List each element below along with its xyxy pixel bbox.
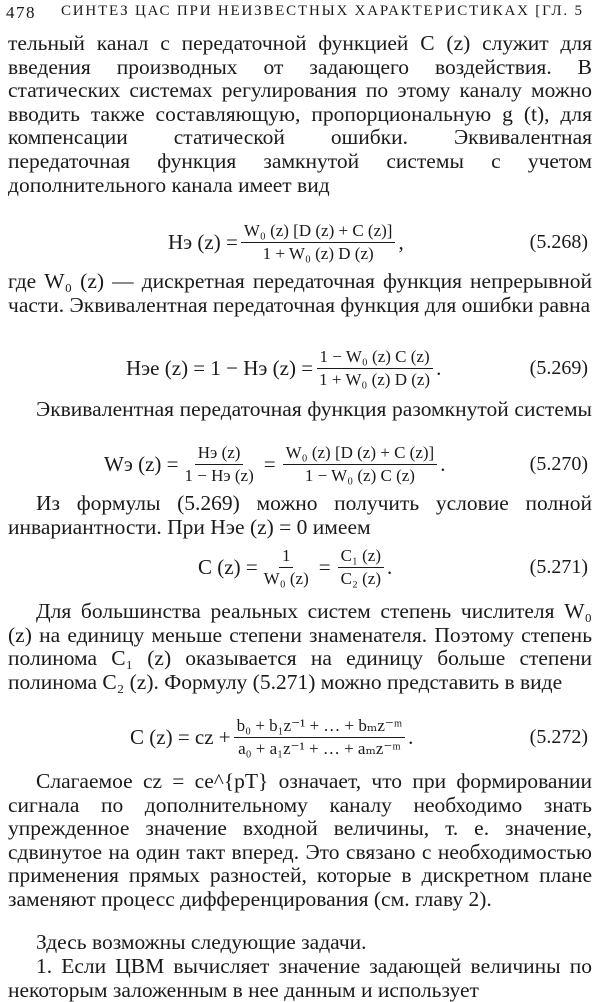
- eq272-number: (5.272): [529, 726, 588, 748]
- eq268-fraction: [241, 221, 396, 264]
- eq270-numerator-1: Hэ (z): [195, 443, 244, 465]
- eq268-number: (5.268): [529, 231, 588, 253]
- eq272-tail: .: [408, 724, 414, 749]
- eq269-lhs: Hэе (z) = 1 − Hэ (z) =: [126, 355, 314, 380]
- eq272-fraction: [234, 716, 405, 759]
- equation-5-270: [0, 437, 600, 491]
- running-header: [6, 3, 592, 29]
- page-number: 478: [6, 3, 36, 22]
- eq271-lhs: C (z) =: [198, 554, 258, 579]
- eq269-fraction: [316, 347, 433, 390]
- equation-5-268: [0, 215, 600, 269]
- paragraph-1: тельный канал с передаточной функцией C (z) служит для введения производных от задающего воздействия. В статических системах регулирования по этому каналу можно вводить также составляющую, пропорциональную g (t), для компенсации статической ошибки. Эквивалентная передаточная функция замкнутой системы с учетом дополнительного канала имеет вид: [8, 31, 592, 197]
- eq272-denominator: a₀ + a₁z⁻¹ + … + aₘz⁻ᵐ: [238, 738, 401, 758]
- equation-5-272: [0, 710, 600, 764]
- eq270-tail: .: [440, 451, 446, 476]
- eq269-denominator: 1 + W₀ (z) D (z): [319, 369, 431, 389]
- eq271-denominator-2: C₂ (z): [340, 568, 381, 588]
- eq272-numerator: b₀ + b₁z⁻¹ + … + bₘz⁻ᵐ: [234, 716, 405, 738]
- eq271-fraction-2: [338, 546, 384, 589]
- eq268-denominator: 1 + W₀ (z) D (z): [262, 243, 374, 263]
- equation-5-271: [0, 540, 600, 594]
- eq270-denominator-1: 1 − Hэ (z): [184, 465, 254, 485]
- eq269-number: (5.269): [529, 357, 588, 379]
- eq271-numerator-1: 1: [279, 546, 294, 568]
- paragraph-8: 1. Если ЦВМ вычисляет значение задающей величины по некоторым заложенным в нее данным и использует: [8, 954, 592, 1002]
- paragraph-3: Эквивалентная передаточная функция разомкнутой системы: [36, 397, 592, 421]
- eq270-lhs: Wэ (z) =: [104, 451, 179, 476]
- eq269-numerator: 1 − W₀ (z) C (z): [317, 347, 433, 369]
- running-title: СИНТЕЗ ЦАС ПРИ НЕИЗВЕСТНЫХ ХАРАКТЕРИСТИКАХ [ГЛ. 5: [61, 3, 584, 19]
- eq268-lhs: Hэ (z) =: [168, 229, 238, 254]
- eq270-denominator-2: 1 − W₀ (z) C (z): [304, 465, 415, 485]
- paragraph-4: Из формулы (5.269) можно получить условие полной инвариантности. При Hэе (z) = 0 имеем: [8, 491, 592, 539]
- eq271-fraction-1: [261, 546, 312, 589]
- eq269-tail: .: [436, 355, 442, 380]
- equation-5-269: [0, 341, 600, 395]
- eq271-tail: .: [387, 554, 393, 579]
- eq272-lhs: C (z) = cz +: [130, 724, 231, 749]
- eq270-number: (5.270): [529, 453, 588, 475]
- paragraph-2: где W₀ (z) — дискретная передаточная функция непрерывной части. Эквивалентная передаточная функция для ошибки равна: [8, 269, 592, 317]
- eq270-fraction-2: [283, 443, 438, 486]
- eq271-numerator-2: C₁ (z): [338, 546, 384, 568]
- eq268-numerator: W₀ (z) [D (z) + C (z)]: [241, 221, 396, 243]
- paragraph-5: Для большинства реальных систем степень числителя W₀ (z) на единицу меньше степени знаменателя. Поэтому степень полинома C₁ (z) оказывается на единицу больше степени полинома C₂ (z). Формулу (5.271) можно представить в виде: [8, 599, 592, 694]
- eq270-equals: =: [263, 451, 276, 476]
- eq270-fraction-1: [181, 443, 256, 486]
- eq271-equals: =: [318, 554, 331, 579]
- eq270-numerator-2: W₀ (z) [D (z) + C (z)]: [283, 443, 438, 465]
- paragraph-7: Здесь возможны следующие задачи.: [36, 930, 367, 954]
- eq271-number: (5.271): [529, 556, 588, 578]
- eq271-denominator-1: W₀ (z): [263, 568, 309, 588]
- eq268-tail: ,: [398, 229, 404, 254]
- paragraph-6: Слагаемое cz = ce^{pT} означает, что при формировании сигнала по дополнительному каналу необходимо знать упрежденное значение входной величины, т. е. значение, сдвинутое на один такт вперед. Это связано с необходимостью применения прямых разностей, которые в дискретном плане заменяют процесс дифференцирования (см. главу 2).: [8, 769, 592, 911]
